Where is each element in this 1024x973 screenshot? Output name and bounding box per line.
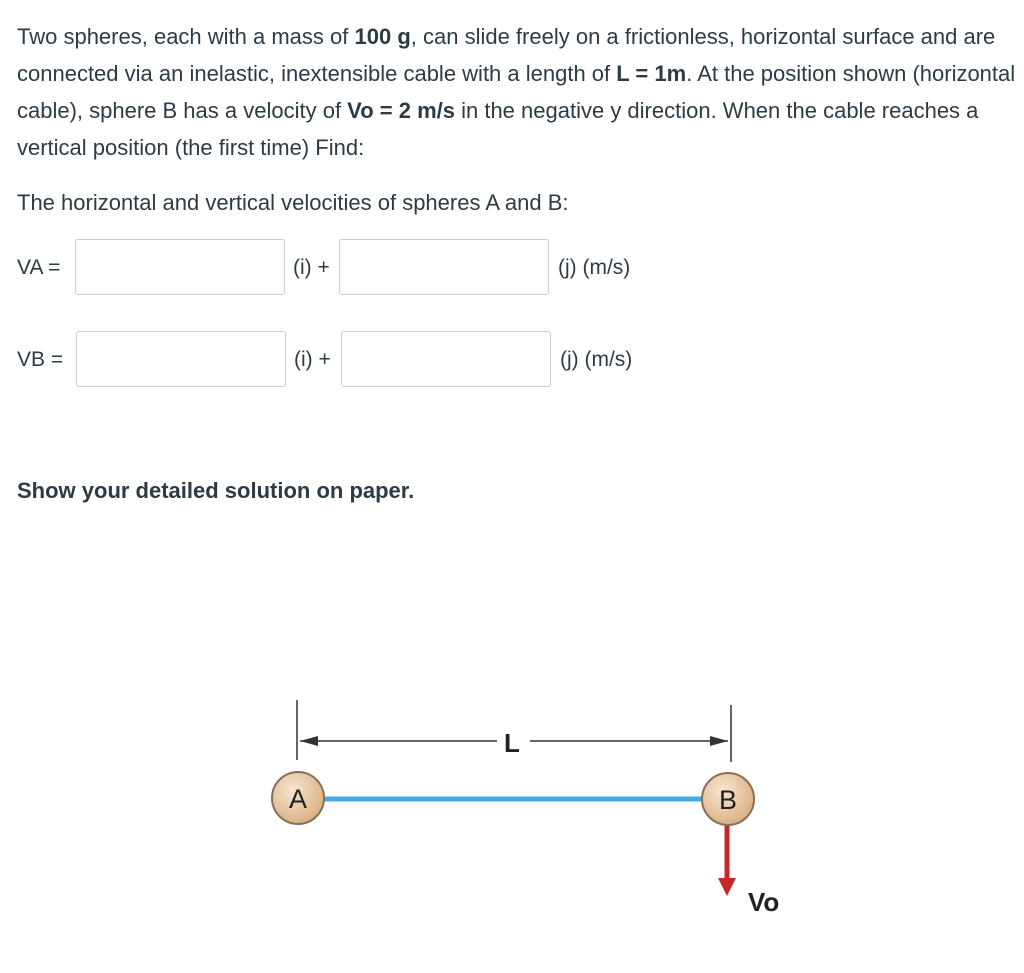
subquestion-prompt: The horizontal and vertical velocities of spheres A and B: — [17, 190, 569, 215]
vb-i-unit: (i) + — [294, 348, 331, 371]
velocity-label: Vo — [748, 887, 780, 917]
mass-value: 100 g — [354, 24, 411, 49]
vb-label: VB = — [17, 348, 64, 371]
problem-text-2: , can slide freely on a frictionless, horizontal surface and are connected via an inelastic, inextensible cable with a length of — [17, 24, 996, 86]
length-value: L = 1m — [616, 61, 687, 86]
dimension-arrowhead-left — [300, 736, 318, 746]
problem-text-4: in the negative y direction. When the cable reaches a vertical position (the first time) Find: — [17, 98, 979, 160]
dimension-label: L — [504, 728, 520, 758]
problem-text-1: Two spheres, each with a mass of — [17, 24, 355, 49]
sphere-a-label: A — [288, 784, 308, 814]
sphere-b-label: B — [718, 785, 738, 815]
vb-j-unit: (j) (m/s) — [560, 348, 633, 371]
velocity-arrowhead — [718, 878, 736, 896]
va-j-unit: (j) (m/s) — [558, 256, 631, 279]
velocity-value: Vo = 2 m/s — [347, 98, 455, 123]
problem-text-3: . At the position shown (horizontal cable), sphere B has a velocity of — [17, 61, 1016, 123]
solution-note: Show your detailed solution on paper. — [17, 478, 415, 503]
va-i-unit: (i) + — [293, 256, 330, 279]
va-label: VA = — [17, 256, 61, 279]
dimension-arrowhead-right — [710, 736, 728, 746]
